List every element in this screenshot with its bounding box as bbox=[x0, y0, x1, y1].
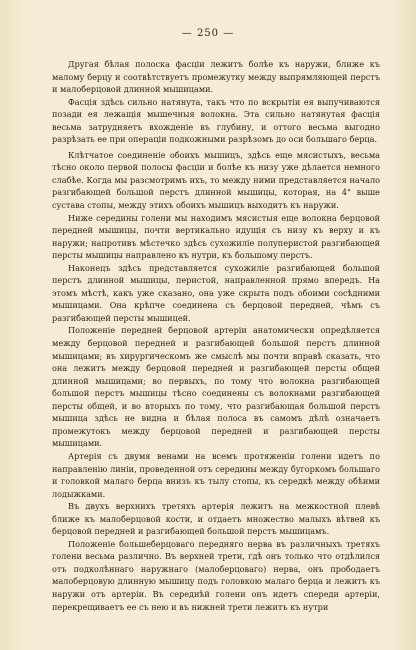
paragraph: Наконецъ здѣсь представляется сухожиліе разгибающей большой перстъ длинной мышицы, перистой, направленной прямо впередъ. На этомъ мѣстѣ, какъ уже сказано, она уже скрыта подъ обоими сосѣдними мышицами. Она крѣпче соединена съ берцовой передней, чѣмъ съ разгибающей персты мышицей. bbox=[52, 262, 380, 323]
paragraph: Ниже середины голени мы находимъ мясистыя еще волокна берцовой передней мышицы, почти вертикально идущія съ низу къ верху и къ наружи; напротивъ мѣстечко здѣсь сухожиліе полуперистой разгибающей персты мышицы направлено къ нутри, къ большому перстъ. bbox=[52, 212, 380, 261]
paragraph: Клѣтчатое соединеніе обоихъ мышицъ, здѣсь еще мясистыхъ, весьма тѣсно около первой полосы фасціи и болѣе къ низу уже дѣлается немного слабѣе. Когда мы разсмотримъ ихъ, то между ними представляется начало разгибающей большой перстъ длинной мышицы, которая, на 4" выше сустава стопы, между этихъ обоихъ мышицъ выходитъ къ наружи. bbox=[52, 149, 380, 211]
paragraph: Положеніе передней берцовой артеріи анатомически опредѣляется между берцовой передней и разгибающей большой перстъ длинной мышицами; въ хирургическомъ же смыслѣ мы почти вправѣ сказать, что она лежитъ между берцовой передней и разгибающей персты общей длинной мышицами; во первыхъ, по тому что волокна разгибающей большой перстъ мышицы тѣсно соединены съ волокнами разгибающей персты общей, и во вторыхъ по тому, что разгибающая большой перстъ мышица здѣсь не видна и бѣлая полоса въ самомъ дѣлѣ означаетъ промежутокъ между берцовой передней и разгибающей персты мышицами. bbox=[52, 325, 380, 449]
paragraph: Другая бѣлая полоска фасціи лежитъ болѣе къ наружи, ближе къ малому берцу и соотвѣтствуетъ промежутку между выпрямляющей перстъ и малоберцовой длинной мышицами. bbox=[52, 59, 380, 95]
paragraph: Артерія съ двумя венами на всемъ протяженіи голени идетъ по направленію линіи, проведенной отъ середины между бугоркомъ большаго и головкой малаго берца внизъ къ тылу стопы, къ середкѣ между обѣими лодыжками. bbox=[52, 450, 380, 499]
paragraph: Положеніе большеберцоваго передняго нерва въ различныхъ третяхъ голени весьма различно. Въ верхней трети, гдѣ онъ только что отдѣлился отъ подколѣннаго наружнаго (малоберцоваго) нерва, онъ прободаетъ малоберцовую длинную мышицу подъ головкою малаго берца и лежитъ къ наружи отъ артеріи. Въ середнѣй голени онъ идетъ спереди артеріи, перекрещиваетъ ее съ нею и въ нижней трети лежитъ къ нутри bbox=[52, 538, 380, 612]
paragraph: Въ двухъ верхнихъ третяхъ артерія лежитъ на межкостной плевѣ ближе къ малоберцовой кости, и отдаетъ множество малыхъ вѣтвей къ берцовой передней и разгибающей большой перстъ мышицамъ. bbox=[52, 501, 380, 537]
page-number: — 250 — bbox=[181, 28, 235, 39]
body-text bbox=[52, 58, 380, 613]
paragraph: Фасція здѣсь сильно натянута, такъ что по вскрытіи ея выпучиваются позади ея лежащія мышечныя волокна. Эта сильно натянутая фасція весьма затрудняетъ вхожденіе въ глубину, и оттого весьма выгодно разрѣзать ее при операціи подкожными разрѣзомъ до оси большаго берца. bbox=[52, 96, 380, 145]
